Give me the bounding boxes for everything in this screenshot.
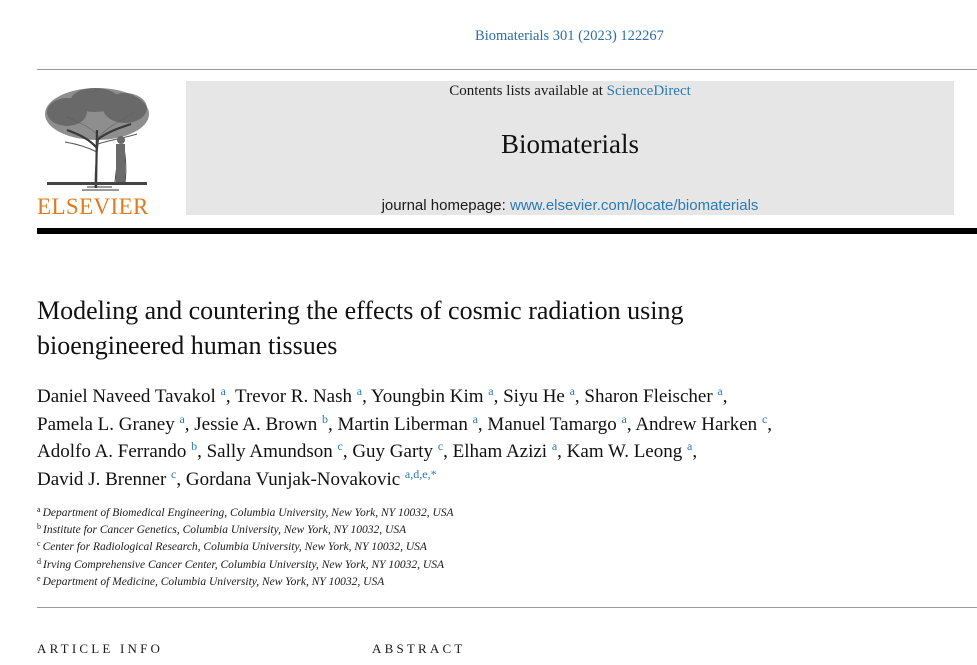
- affiliation-link[interactable]: a,d,e,*: [404, 466, 437, 481]
- author-name[interactable]: Adolfo A. Ferrando: [37, 441, 187, 462]
- affiliation-letter: c: [37, 539, 41, 549]
- author-name[interactable]: Trevor R. Nash: [235, 386, 352, 407]
- affiliation-text: Institute for Cancer Genetics, Columbia University, New York, NY 10032, USA: [43, 524, 407, 537]
- affiliation-item: [37, 574, 937, 591]
- author-separator: ,: [767, 413, 773, 435]
- affiliation-item: [37, 557, 937, 574]
- affiliation-letter: e: [37, 573, 41, 583]
- journal-header-panel: [186, 81, 954, 215]
- author-name[interactable]: Youngbin Kim: [370, 386, 484, 407]
- journal-citation-link[interactable]: Biomaterials 301 (2023) 122267: [475, 28, 664, 44]
- author-separator: ,: [362, 386, 371, 407]
- author-separator: ,: [342, 441, 353, 462]
- affiliation-link[interactable]: a: [551, 439, 558, 453]
- affiliation-link[interactable]: a: [717, 384, 723, 398]
- author-separator: ,: [477, 413, 488, 435]
- author-line: [37, 383, 972, 411]
- affiliation-item: [37, 539, 937, 556]
- author-separator: ,: [626, 413, 636, 435]
- author-line: [37, 438, 972, 466]
- author-name[interactable]: Sally Amundson: [206, 441, 333, 462]
- author-separator: ,: [493, 386, 504, 407]
- author-name[interactable]: David J. Brenner: [37, 468, 167, 490]
- affiliation-link[interactable]: b: [322, 411, 329, 426]
- sciencedirect-link[interactable]: ScienceDirect: [606, 83, 691, 99]
- journal-homepage-line: [186, 197, 954, 214]
- author-name[interactable]: Siyu He: [503, 386, 565, 407]
- article-title: [37, 293, 937, 363]
- abstract-heading: ABSTRACT: [372, 641, 466, 656]
- affiliation-link[interactable]: a: [621, 411, 627, 426]
- article-info-heading: ARTICLE INFO: [37, 641, 164, 656]
- article-title-line: bioengineered human tissues: [37, 331, 338, 360]
- affiliation-link[interactable]: a: [472, 411, 478, 426]
- affiliation-letter: d: [37, 556, 41, 566]
- header-thick-rule: [37, 228, 977, 234]
- affiliation-link[interactable]: a: [569, 384, 575, 398]
- author-separator: ,: [574, 386, 585, 407]
- contents-prefix: Contents lists available at: [449, 83, 607, 99]
- affiliation-text: Department of Medicine, Columbia University, New York, NY 10032, USA: [42, 575, 385, 588]
- author-separator: ,: [225, 386, 235, 407]
- author-separator: ,: [557, 441, 567, 462]
- affiliation-text: Department of Biomedical Engineering, Columbia University, New York, NY 10032, USA: [42, 507, 454, 519]
- author-separator: ,: [184, 413, 195, 435]
- author-separator: ,: [692, 441, 698, 462]
- affiliation-text: Center for Radiological Research, Columbia University, New York, NY 10032, USA: [42, 541, 427, 554]
- affiliation-letter: b: [37, 522, 41, 532]
- author-separator: ,: [197, 441, 207, 462]
- affiliation-text: Irving Comprehensive Cancer Center, Columbia University, New York, NY 10032, USA: [43, 558, 444, 571]
- affiliations-divider: [37, 607, 977, 608]
- affiliation-link[interactable]: c: [171, 466, 177, 481]
- author-name[interactable]: Kam W. Leong: [566, 441, 683, 462]
- affiliation-letter: a: [37, 505, 41, 514]
- affiliation-link[interactable]: c: [437, 439, 444, 453]
- author-line: [37, 411, 972, 439]
- affiliation-item: [37, 522, 937, 539]
- author-separator: ,: [328, 413, 338, 435]
- homepage-prefix: journal homepage:: [381, 197, 510, 214]
- author-name[interactable]: Andrew Harken: [635, 413, 758, 435]
- affiliation-link[interactable]: a: [179, 411, 185, 426]
- author-name[interactable]: Sharon Fleischer: [584, 386, 713, 407]
- contents-available-line: [186, 83, 954, 100]
- journal-homepage-link[interactable]: www.elsevier.com/locate/biomaterials: [510, 197, 759, 214]
- author-list: [37, 383, 972, 493]
- author-separator: ,: [176, 468, 186, 490]
- affiliation-item: [37, 505, 937, 522]
- affiliation-list: [37, 505, 937, 591]
- affiliation-link[interactable]: a: [356, 384, 363, 398]
- author-name[interactable]: Elham Azizi: [452, 441, 548, 462]
- author-name[interactable]: Gordana Vunjak-Novakovic: [185, 468, 401, 490]
- author-name[interactable]: Daniel Naveed Tavakol: [37, 386, 216, 407]
- header-divider: [37, 69, 977, 70]
- elsevier-tree-icon: [37, 82, 159, 192]
- author-name[interactable]: Pamela L. Graney: [37, 413, 175, 435]
- journal-name: Biomaterials: [501, 129, 639, 159]
- author-separator: ,: [443, 441, 453, 462]
- affiliation-link[interactable]: c: [761, 411, 768, 426]
- affiliation-link[interactable]: a: [687, 439, 693, 453]
- affiliation-link[interactable]: b: [191, 439, 198, 453]
- elsevier-logo[interactable]: [37, 82, 159, 218]
- author-name[interactable]: Manuel Tamargo: [487, 413, 617, 435]
- author-line: [37, 466, 972, 494]
- author-separator: ,: [722, 386, 728, 407]
- article-title-line: Modeling and countering the effects of cosmic radiation using: [37, 296, 684, 325]
- affiliation-link[interactable]: a: [220, 384, 226, 398]
- affiliation-link[interactable]: a: [488, 384, 494, 398]
- affiliation-link[interactable]: c: [337, 439, 343, 453]
- author-name[interactable]: Guy Garty: [352, 441, 434, 462]
- elsevier-wordmark: ELSEVIER: [37, 194, 149, 219]
- author-name[interactable]: Martin Liberman: [337, 413, 468, 435]
- author-name[interactable]: Jessie A. Brown: [194, 413, 318, 435]
